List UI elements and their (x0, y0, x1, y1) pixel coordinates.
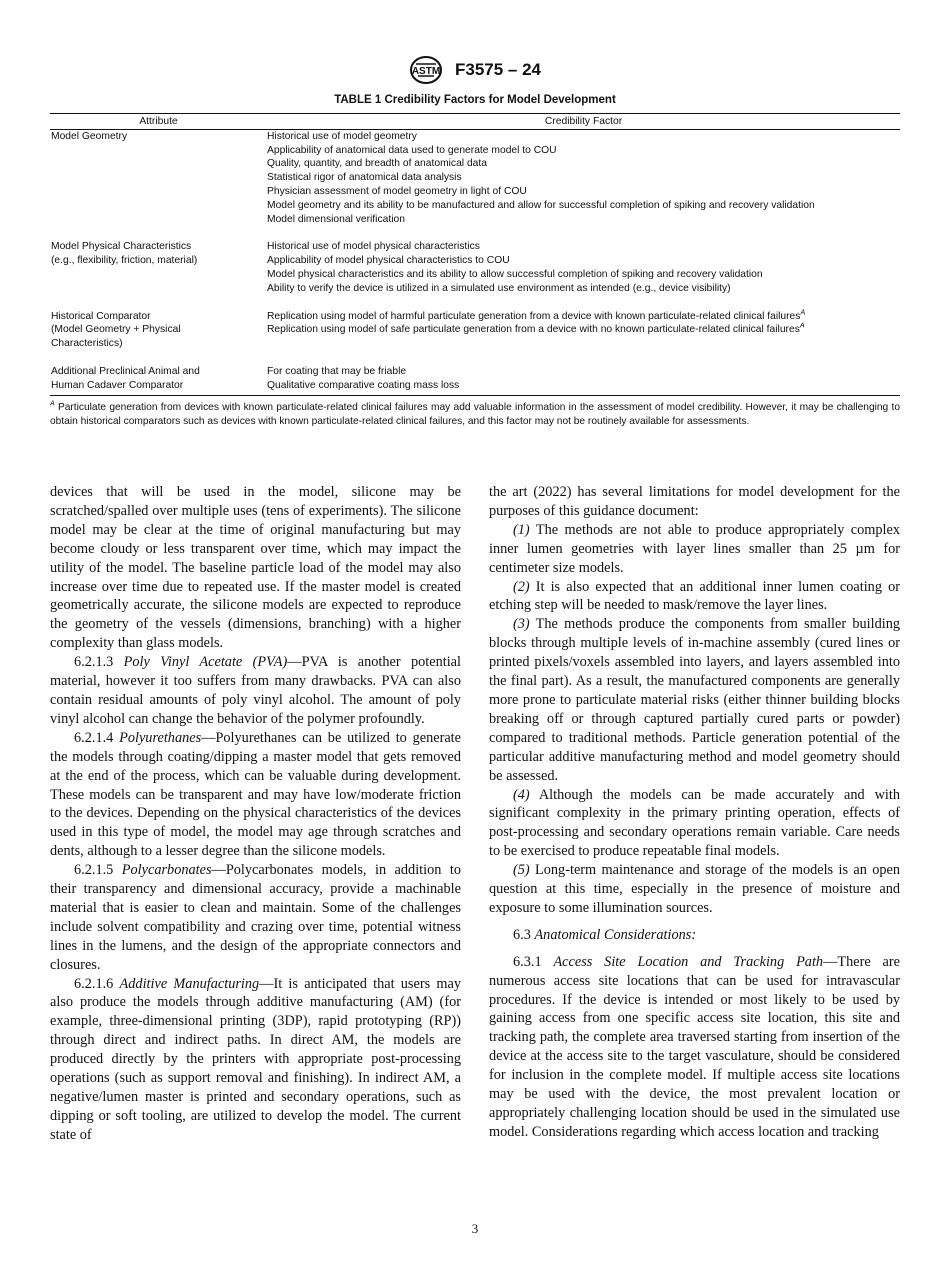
factor-cell: Historical use of model physical characteristics Applicability of model physical characteristics to COU Model physical characteristics and its ability to allow successful completion of spiking and recovery validation Ability to verify the device is utilized in a simulated use environment as intended (e.g., device visibility) (267, 241, 763, 294)
footnote-marker: A (799, 322, 805, 330)
footnote-marker: A (50, 400, 55, 408)
list-item: (5) Long-term maintenance and storage of the models is an open question at this time, especially in the presence of moisture and exposure to some illumination sources. (489, 862, 901, 916)
factor-cell: Historical use of model geometry Applicability of anatomical data used to generate model to COU Quality, quantity, and breadth of anatomical data Statistical rigor of anatomical data analysis Physician assessment of model geometry in light of COU Model geometry and its ability to be manufactured and allow for successful completion of spiking and recovery validation Model dimensional verification (267, 130, 815, 225)
paragraph: 6.2.1.4 Polyurethanes—Polyurethanes can be utilized to generate the models through coating/dipping a master model that gets removed at the end of the process, which can be valuable during development. These models can be transparent and may have low/moderate friction to the devices. Depending on the physical characteristics of the devices used in this type of model, the model may age through scratches and dents, although to a lesser degree than the silicone models. (50, 729, 461, 860)
credibility-table (50, 113, 900, 396)
column-header-factor: Credibility Factor (267, 114, 900, 130)
factor-cell: Replication using model of harmful particulate generation from a device with known particulate-related clinical failures$^A$ Replication using model of safe particulate generation from a device with no known particulate-related clinical failures$^A$ (267, 309, 806, 336)
table-row (50, 129, 900, 240)
attribute-cell: Model Physical Characteristics (e.g., flexibility, friction, material) (51, 241, 198, 267)
svg-text:ASTM: ASTM (411, 66, 441, 77)
table-title: TABLE 1 Credibility Factors for Model Development (334, 94, 616, 106)
paragraph: 6.2.1.6 Additive Manufacturing—It is anticipated that users may also produce the models through additive manufacturing (AM) (for example, three-dimensional printing (3DP), rapid prototyping (RP)) through direct and indirect paths. In direct AM, the models are produced directly by the printers with appropriate post-processing operations (such as support removal and finishing). In indirect AM, a negative/lumen master is printed and secondary operations, such as dipping or soft tooling, are utilized to develop the model. The current state of (50, 975, 461, 1143)
section-heading: 6.3 Anatomical Considerations: (513, 926, 697, 943)
list-item: (4) Although the models can be made accurately and with significant complexity in the primary printing operation, effects of post-processing and secondary operations remain variable. Care needs to be exercised to produce repeatable final models. (489, 786, 900, 860)
paragraph: devices that will be used in the model, silicone may be scratched/spalled over multiple uses (tens of experiments). The silicone model may be clear at the time of original manufacturing but may become cloudy or less transparent over time, which may impact the utility of the model. The baseline particle load of the model may also increase over time due to repeated use. If the master model is created geometrically accurate, the silicone models are expected to reproduce the geometry of the vessels (dimensions, branching) with a higher complexity than glass models. (50, 484, 461, 652)
right-column (489, 483, 900, 1142)
footnote-marker: A (800, 309, 806, 317)
left-column (50, 483, 461, 1145)
table-footnote: $^A$ Particulate generation from devices with known particulate-related clinical failures may add valuable information in the assessment of model credibility. However, it may be challenging to obtain historical comparators such as devices with known particulate-related clinical failures, and this factor may not be routinely available for assessments. (50, 400, 900, 427)
page-number: 3 (471, 1221, 479, 1236)
list-item: (1) The methods are not able to produce appropriately complex inner lumen geometries with layer lines smaller than 25 µm for centimeter size models. (489, 521, 900, 576)
factor-cell: For coating that may be friable Qualitative comparative coating mass loss (267, 365, 900, 395)
page-header (0, 55, 950, 85)
astm-logo-icon (409, 55, 443, 85)
paragraph: the art (2022) has several limitations for model development for the purposes of this guidance document: (489, 484, 900, 519)
table-row (50, 365, 900, 395)
table-row (50, 310, 900, 365)
attribute-cell: Additional Preclinical Animal and Human Cadaver Comparator (50, 365, 267, 395)
paragraph: 6.2.1.5 Polycarbonates—Polycarbonates models, in addition to their transparency and dimensional accuracy, provide a machinable material that is easier to clean and maintain. Some of the challenges include solvent compatibility and crazing over time, potential witness lines in the lumens, and the design of the appropriate connectors and closures. (50, 862, 461, 973)
attribute-cell: Model Geometry (51, 130, 128, 142)
list-item: (3) The methods produce the components from smaller building blocks through multiple levels of in-machine assembly (cured lines or printed pixels/voxels assembled into layers, and layers assembled into the final part). As a result, the manufactured components are generally more prone to particulate material risks (either thinner building blocks breaking off or through captured partially cured parts or powder) compared to traditional methods. Particle generation potential of the particular additive manufacturing method and model geometry should be assessed. (489, 616, 900, 784)
table-row (50, 240, 900, 309)
list-item: (2) It is also expected that an additional inner lumen coating or etching step will be needed to mask/remove the layer lines. (489, 578, 900, 614)
paragraph: 6.3.1 Access Site Location and Tracking Path—There are numerous access site locations that can be used for intravascular procedures. If the device is intended or most likely to be used by gaining access from one specific access site location, this site and tracking path, the complete area traversed starting from insertion of the device at the access site to the target vasculature, should be considered for inclusion in the complete model. If multiple access site locations may be used with the device, the most prevalent location or appropriately challenging location should be used in the simulated use model. Considerations regarding which access location and tracking (489, 953, 900, 1140)
paragraph: 6.2.1.3 Poly Vinyl Acetate (PVA)—PVA is another potential material, however it too suffers from many drawbacks. PVA can also contain residual amounts of poly vinyl alcohol. The amount of poly vinyl alcohol can change the behavior of the polymer profoundly. (50, 654, 462, 727)
column-header-attribute: Attribute (50, 114, 267, 130)
standard-code: F3575 – 24 (454, 60, 541, 79)
attribute-cell: Historical Comparator (Model Geometry + Physical Characteristics) (51, 310, 181, 350)
